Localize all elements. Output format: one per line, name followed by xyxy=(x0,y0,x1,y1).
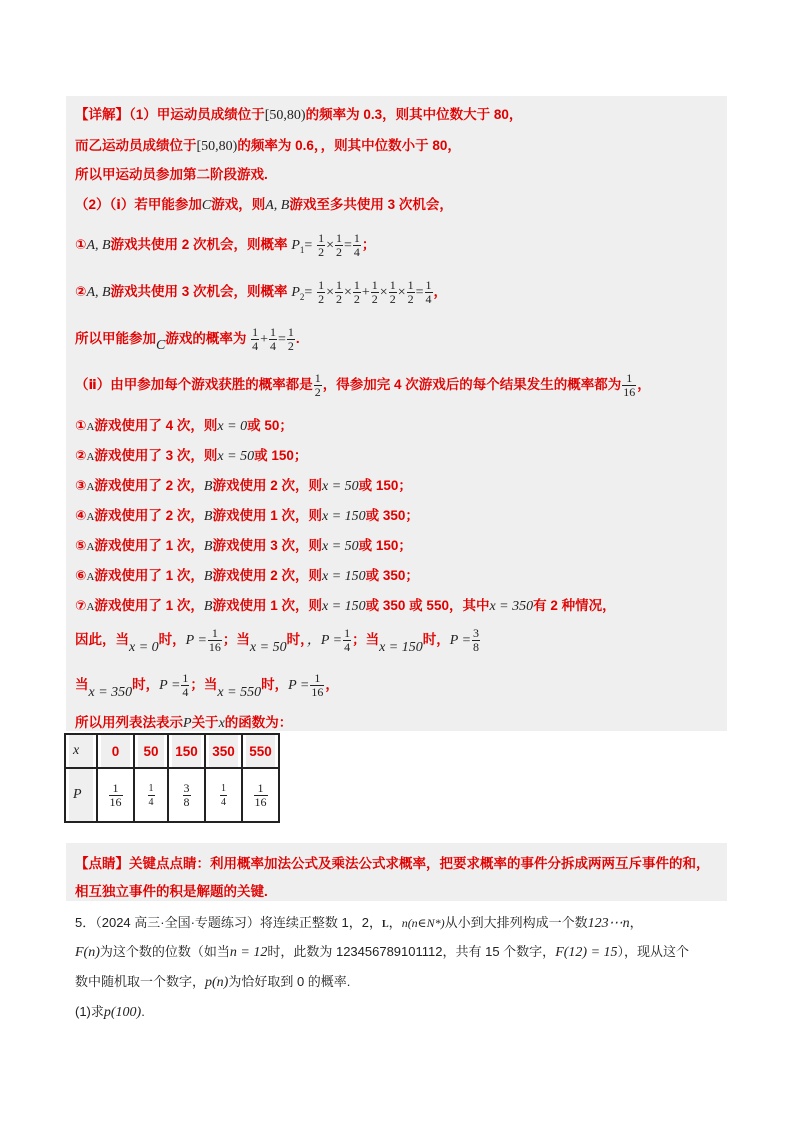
table-row-p xyxy=(65,768,279,822)
case-4: ④A游戏使用了 2 次，B游戏使用 1 次，则x = 150或 350； xyxy=(75,508,419,524)
solution-line-5: ①A, B游戏共使用 2 次机会，则概率 $P_1=$ $\frac{1}{2}$ × $\frac{1}{2}$ = $\frac{1}{4}$ ； xyxy=(75,231,376,259)
solution-line-4 xyxy=(75,193,453,214)
probability-table xyxy=(64,733,280,823)
table-cell: 1 4 xyxy=(205,768,242,822)
text: 而乙运动员成绩位于 xyxy=(75,138,197,153)
text: . xyxy=(295,331,300,347)
text: （ⅱ）由甲参加每个游戏获胜的概率都是 xyxy=(75,377,313,393)
table-cell: x xyxy=(65,734,97,768)
tip-line-2: 相互独立事件的积是解题的关键. xyxy=(75,884,268,899)
solution-line-7: 所以甲能参加C游戏的概率为 $\frac{1}{4}$ + $\frac{1}{4}$ = $\frac{1}{2}$ . xyxy=(75,325,300,354)
case-3: ③A游戏使用了 2 次，B游戏使用 2 次，则x = 50或 150； xyxy=(75,478,412,494)
math: × xyxy=(326,238,334,254)
tip-line-1: 【点睛】关键点点睛：利用概率加法公式及乘法公式求概率，把要求概率的事件分拆成两两互斥事件的和， xyxy=(75,856,710,871)
table-cell: 1 16 xyxy=(97,768,134,822)
case-6: ⑥A游戏使用了 1 次，B游戏使用 2 次，则x = 150或 350； xyxy=(75,568,419,584)
math: 2 xyxy=(299,291,305,302)
table-cell: 50 xyxy=(134,734,168,768)
fraction: $\frac{1}{2}$ xyxy=(318,231,325,259)
case-7: ⑦A游戏使用了 1 次，B游戏使用 1 次，则x = 150或 350 或 550，其中x = 350有 2 种情况， xyxy=(75,598,616,614)
text: 的频率为 0.6，，则其中位数小于 80， xyxy=(237,138,461,153)
math: P xyxy=(291,285,300,301)
math: A, B xyxy=(86,285,111,301)
question-line-2: F(n)为这个数的位数（如当n = 12时，此数为 123456789101112，共有 15 个数字，F(12) = 15），现从这个 xyxy=(75,944,690,960)
math: A, B xyxy=(86,238,111,254)
fraction: $\frac{1}{2}$ xyxy=(335,231,342,259)
math: = xyxy=(304,285,313,301)
question-line-3: 数中随机取一个数字，p(n)为恰好取到 0 的概率. xyxy=(75,974,351,990)
text: 的频率为 0.3，则其中位数大于 80， xyxy=(305,107,523,122)
text: ① xyxy=(75,237,87,253)
math: [50,80) xyxy=(264,108,306,123)
text: ② xyxy=(75,284,87,300)
math: = xyxy=(304,238,313,254)
case-5: ⑤A游戏使用了 1 次，B游戏使用 3 次，则x = 50或 150； xyxy=(75,538,412,554)
fraction: $\frac{1}{2}$ xyxy=(314,371,321,399)
math: A, B xyxy=(265,198,290,213)
text: （2）（ⅰ）若甲能参加 xyxy=(75,197,202,212)
math: C xyxy=(201,198,212,213)
math: 1 xyxy=(299,244,305,255)
text: ， xyxy=(637,377,651,393)
table-cell: 350 xyxy=(205,734,242,768)
text: 游戏共使用 2 次机会，则概率 xyxy=(110,237,288,253)
table-cell: 1 16 xyxy=(242,768,279,822)
table-cell: 3 8 xyxy=(168,768,205,822)
math: P xyxy=(291,238,300,254)
case-2: ②A游戏使用了 3 次，则x = 50或 150； xyxy=(75,448,308,464)
solution-line-3: 所以甲运动员参加第二阶段游戏. xyxy=(75,167,268,182)
table-cell: 150 xyxy=(168,734,205,768)
text: ， xyxy=(433,284,447,300)
fraction: $\frac{1}{4}$ xyxy=(353,231,360,259)
table-cell: 550 xyxy=(242,734,279,768)
math: [50,80) xyxy=(196,139,238,154)
solution-line-6: ②A, B游戏共使用 3 次机会，则概率 $P_2=$ $\frac{1}{2}$ × $\frac{1}{2}$ × $\frac{1}{2}$ + $\frac{1}{2}$ × $\frac{1}{2}$ × $\frac{1}{2}$ = $\frac{1}{4}$ ， xyxy=(75,278,447,306)
solution-line-8 xyxy=(75,372,651,399)
text: 游戏至多共使用 3 次机会， xyxy=(289,197,453,212)
fraction: $\frac{1}{16}$ xyxy=(623,371,636,399)
summary-line-1: 因此，当x = 0时，P = $\frac{1}{16}$ ；当x = 50时，，P = $\frac{1}{4}$ ；当x = 150时，P = $\frac{3}{8}$ xyxy=(75,626,480,656)
math: C xyxy=(156,338,166,354)
table-row-x xyxy=(65,734,279,768)
summary-line-3: 所以用列表法表示P关于x的函数为： xyxy=(75,715,293,731)
question-line-1: 5．（2024 高三·全国·专题练习）将连续正整数 1，2，L，n(n∈N*)从小到大排列构成一个数123⋯n， xyxy=(75,915,643,931)
table-cell: P xyxy=(65,768,97,822)
text: 游戏，则 xyxy=(211,197,266,212)
text: ，得参加完 4 次游戏后的每个结果发生的概率都为 xyxy=(322,377,622,393)
text: 所以甲能参加 xyxy=(75,331,156,347)
case-1: ①A游戏使用了 4 次，则x = 0或 50； xyxy=(75,418,293,434)
text: 【详解】（1）甲运动员成绩位于 xyxy=(75,107,265,122)
text: 游戏共使用 3 次机会，则概率 xyxy=(110,284,288,300)
text: 游戏的概率为 xyxy=(165,331,247,347)
text: ； xyxy=(361,237,376,253)
table-cell: 1 4 xyxy=(134,768,168,822)
summary-line-2: 当x = 350时，P = $\frac{1}{4}$ ；当x = 550时，P = $\frac{1}{16}$ ， xyxy=(75,671,339,701)
table-cell: 0 xyxy=(97,734,134,768)
solution-line-2 xyxy=(75,134,461,155)
solution-line-1 xyxy=(75,103,522,124)
question-line-4: (1)求p(100). xyxy=(75,1004,145,1020)
